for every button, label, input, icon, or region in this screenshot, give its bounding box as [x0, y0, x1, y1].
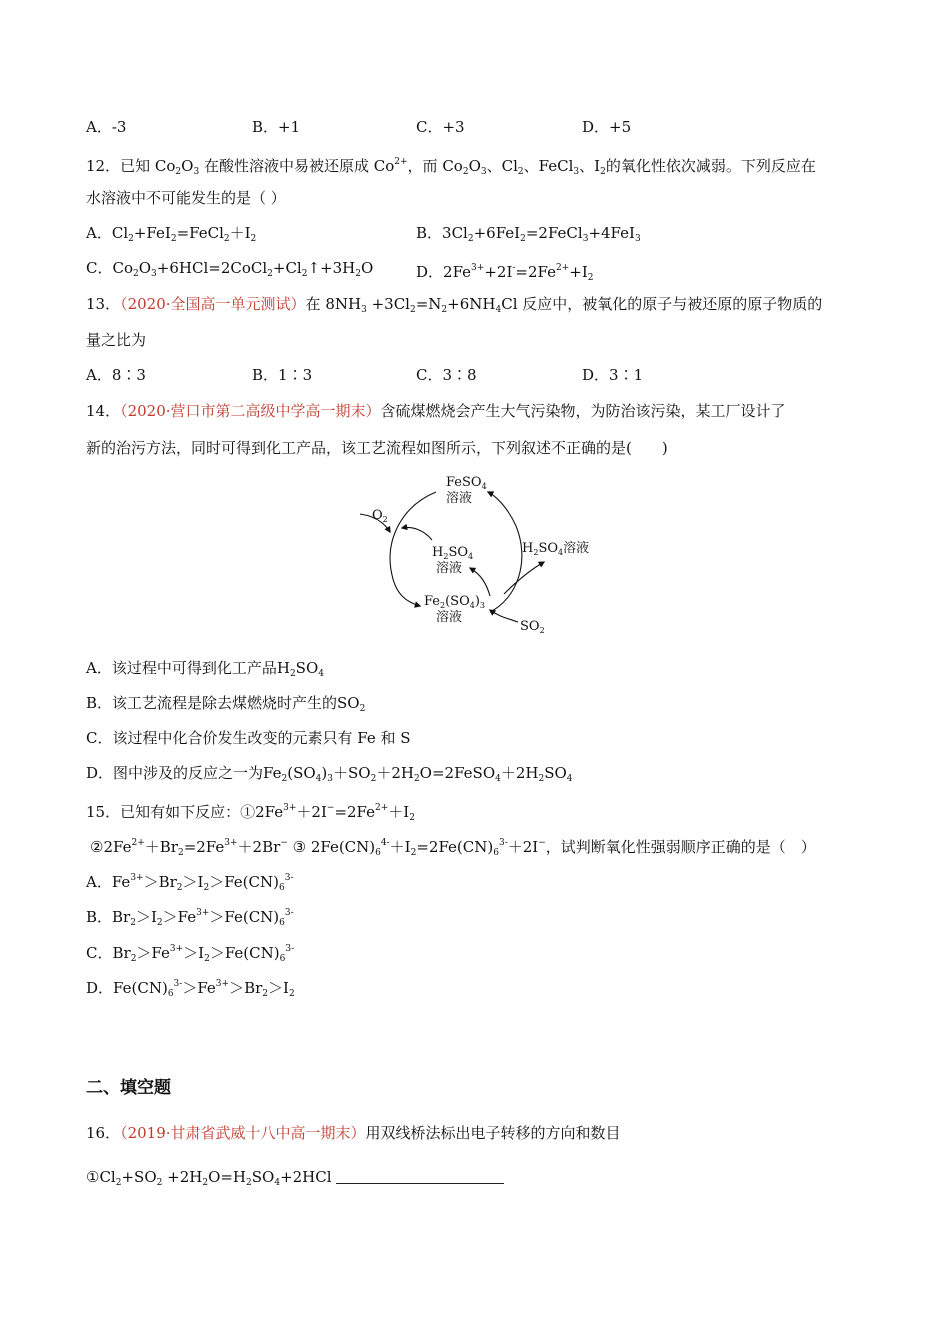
q13-stem-line1: 13．（2020·全国高一单元测试）在 $8NH_3 +3Cl_2=N_2+6NH_4Cl$ 反应中，被氧化的原子与被还原的原子物质的: [86, 295, 823, 315]
q14-process-diagram: [340, 470, 610, 640]
diagram-h2so4-inner-solution: 溶液: [436, 561, 463, 576]
q16-equation-1: $①Cl_2+SO_2 +2H_2O=H_2SO_4+2HCl$: [86, 1166, 504, 1194]
q14-source: （2020·营口市第二高级中学高一期末）: [120, 402, 381, 420]
q11-option-b: B．+1: [252, 118, 301, 136]
q15-stem-line1: 15．已知有如下反应：$①2Fe^{3+}+2I^-=2Fe^{2+}+I_2$: [86, 803, 415, 823]
q12-option-b: B．$3Cl_2+6FeI_2=2FeCl_3+4FeI_3$: [416, 224, 641, 244]
q14-option-c: C．该过程中化合价发生改变的元素只有 Fe 和 S: [86, 729, 411, 747]
q12-option-a: A．$Cl_2+FeI_2=FeCl_2+I_2$: [86, 224, 257, 244]
q13-option-d: D．3∶1: [582, 366, 644, 384]
diagram-h2so4-inner-label: $H_2SO_4$: [432, 545, 474, 561]
q15-option-d: D．$Fe(CN)_6^{3-}>Fe^{3+}>Br_2>I_2$: [86, 979, 295, 999]
cycle-left-arrow: [390, 492, 436, 606]
q11-option-a: A．-3: [86, 118, 127, 136]
q12-option-d: D．$2Fe^{3+}+2I^-=2Fe^{2+}+I_2$: [416, 263, 594, 283]
diagram-fe2so43-label: $Fe_2(SO_4)_3$: [424, 594, 486, 610]
q13-option-b: B．1∶3: [252, 366, 313, 384]
q12-option-c: C．$Co_2O_3+6HCl=2CoCl_2+Cl_2↑+3H_2O$: [86, 259, 374, 279]
h2so4-output-arrow: [504, 562, 544, 594]
diagram-feso4-label: FeSO$_4$: [446, 475, 487, 491]
q16-source: （2019·甘肃省武威十八中高一期末）: [120, 1124, 366, 1142]
h2so4-formed-arrow: [470, 568, 490, 596]
q15-stem-line2: $②2Fe^{2+}+Br_2=2Fe^{3+}+2Br^-$ ③ $2Fe(CN)_6^{4-}+I_2=2Fe(CN)_6^{3-}+2I^-$，试判断氧化性强弱顺序正确的是（ ）: [90, 838, 816, 858]
q13-source: （2020·全国高一单元测试）: [120, 295, 306, 313]
q13-option-a: A．8∶3: [86, 366, 146, 384]
q13-stem-line2: 量之比为: [86, 331, 147, 349]
section-fill-in-heading: 二、填空题: [86, 1078, 171, 1098]
q11-option-c: C．+3: [416, 118, 465, 136]
q16-answer-blank[interactable]: [336, 1167, 504, 1184]
q15-option-c: C．$Br_2>Fe^{3+}>I_2>Fe(CN)_6^{3-}$: [86, 944, 295, 964]
q16-stem: 16．（2019·甘肃省武威十八中高一期末）用双线桥法标出电子转移的方向和数目: [86, 1124, 621, 1142]
q15-option-a: A．$Fe^{3+}>Br_2>I_2>Fe(CN)_6^{3-}$: [86, 873, 294, 893]
h2so4-consumed-arrow: [402, 528, 432, 541]
q14-stem-line2: 新的治污方法，同时可得到化工产品，该工艺流程如图所示，下列叙述不正确的是( ): [86, 439, 668, 457]
diagram-fe2so43-solution: 溶液: [436, 610, 463, 625]
q15-option-b: B．$Br_2>I_2>Fe^{3+}>Fe(CN)_6^{3-}$: [86, 908, 294, 928]
q14-option-a: A．该过程中可得到化工产品$H_2SO_4$: [86, 659, 324, 679]
diagram-feso4-solution: 溶液: [446, 491, 473, 506]
q14-option-b: B．该工艺流程是除去煤燃烧时产生的$SO_2$: [86, 694, 366, 714]
q11-option-d: D．+5: [582, 118, 632, 136]
q14-stem-line1: 14．（2020·营口市第二高级中学高一期末）含硫煤燃烧会产生大气污染物，为防治该污染，某工厂设计了: [86, 402, 786, 420]
so2-input-arrow: [490, 610, 518, 622]
q13-option-c: C．3∶8: [416, 366, 477, 384]
diagram-h2so4-product-label: $H_2SO_4$溶液: [522, 541, 590, 557]
q14-option-d: D．图中涉及的反应之一为$Fe_2(SO_4)_3+SO_2+2H_2O=2FeSO_4+2H_2SO_4$: [86, 764, 573, 784]
diagram-o2-label: $O_2$: [372, 508, 388, 524]
q12-stem-line2: 水溶液中不可能发生的是（ ）: [86, 189, 286, 207]
cycle-right-arrow: [488, 492, 522, 612]
diagram-so2-label: $SO_2$: [520, 619, 545, 635]
q12-stem-line1: 12．已知 $Co_2O_3$ 在酸性溶液中易被还原成 $Co^{2+}$，而 $Co_2O_3$、$Cl_2$、FeCl$_3$、$I_2$的氧化性依次减弱。下列反应在: [86, 157, 816, 177]
